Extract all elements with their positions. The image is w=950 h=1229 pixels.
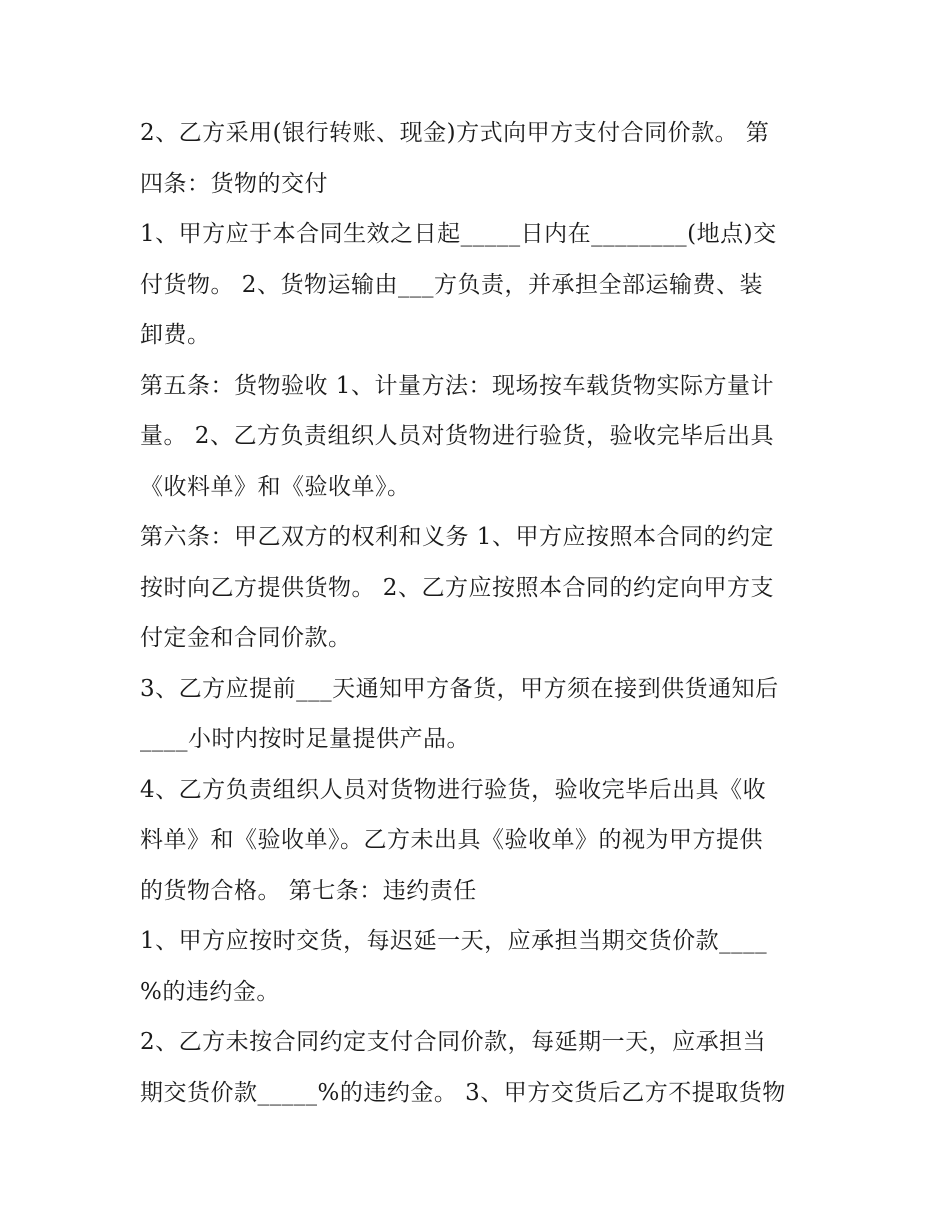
text-line: 2、乙方未按合同约定支付合同价款，每延期一天，应承担当 (140, 1029, 767, 1055)
text-line: 《收料单》和《验收单》。 (140, 473, 411, 500)
text-line: 的货物合格。 第七条：违约责任 (140, 877, 477, 904)
text-line: 1、甲方应按时交货，每迟延一天，应承担当期交货价款____ (140, 928, 768, 954)
text-line: 第五条：货物验收 1、计量方法：现场按车载货物实际方量计 (140, 372, 774, 399)
text-line: 四条：货物的交付 (140, 170, 328, 197)
text-line: 2、乙方采用(银行转账、现金)方式向甲方支付合同价款。 第 (140, 120, 770, 146)
text-line: %的违约金。 (140, 978, 280, 1005)
text-line: 付货物。 2、货物运输由___方负责，并承担全部运输费、装 (140, 271, 763, 298)
text-line: 量。 2、乙方负责组织人员对货物进行验货，验收完毕后出具 (140, 423, 774, 449)
text-line: 付定金和合同价款。 (140, 625, 352, 651)
text-line: 1、甲方应于本合同生效之日起_____日内在________(地点)交 (140, 221, 777, 247)
text-line: 期交货价款_____%的违约金。 3、甲方交货后乙方不提取货物 (140, 1079, 786, 1106)
text-line: 4、乙方负责组织人员对货物进行验货，验收完毕后出具《收 (140, 776, 767, 803)
text-line: 第六条：甲乙双方的权利和义务 1、甲方应按照本合同的约定 (140, 524, 774, 550)
text-line: 3、乙方应提前___天通知甲方备货，甲方须在接到供货通知后 (140, 675, 779, 702)
text-line: 卸费。 (140, 322, 211, 348)
document-body (140, 108, 812, 1118)
text-line: 料单》和《验收单》。乙方未出具《验收单》的视为甲方提供 (140, 827, 763, 853)
text-line: ____小时内按时足量提供产品。 (140, 726, 470, 752)
text-line: 按时向乙方提供货物。 2、乙方应按照本合同的约定向甲方支 (140, 574, 774, 601)
